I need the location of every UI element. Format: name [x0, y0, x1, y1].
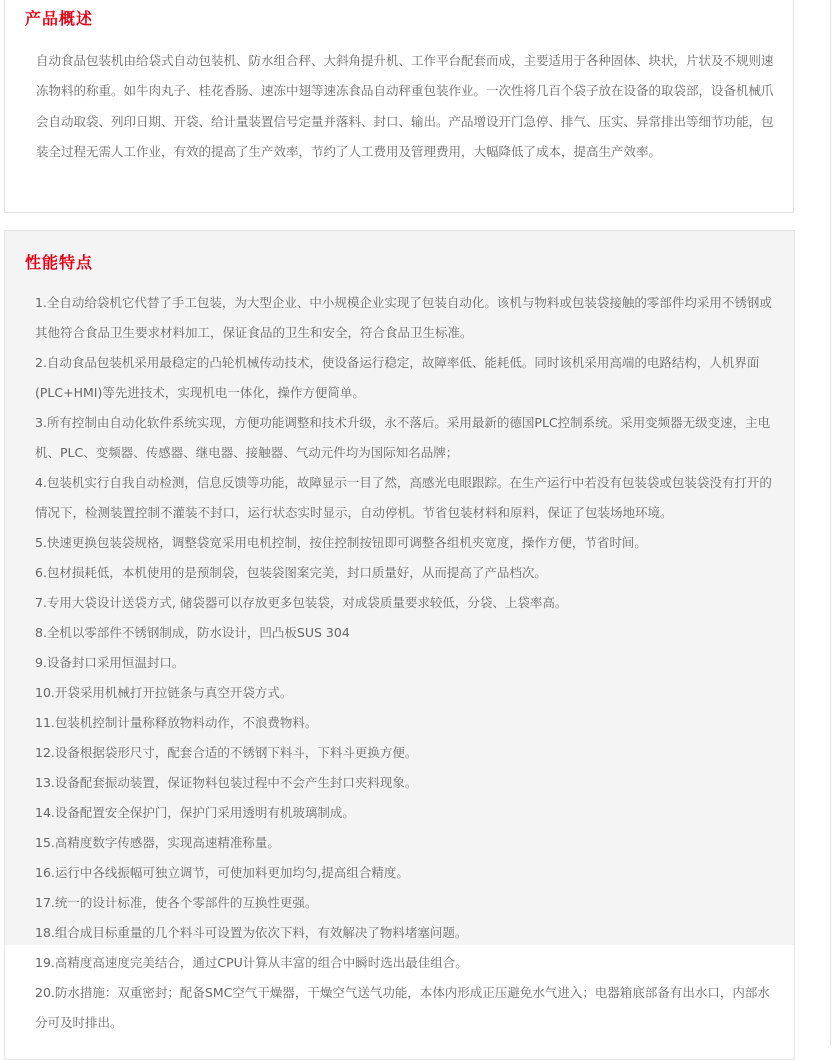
feature-item-12: 12.设备根据袋形尺寸，配套合适的不锈钢下料斗，下料斗更换方便。: [35, 745, 418, 760]
feature-item-9: 9.设备封口采用恒温封口。: [35, 655, 185, 670]
feature-item-8: 8.全机以零部件不锈钢制成，防水设计，凹凸板SUS 304: [35, 625, 350, 640]
feature-item-17: 17.统一的设计标准，使各个零部件的互换性更强。: [35, 895, 318, 910]
feature-item-5: 5.快速更换包装袋规格，调整袋宽采用电机控制，按住控制按钮即可调整各组机夹宽度，操作方便，节省时间。: [35, 535, 647, 550]
feature-item-7: 7.专用大袋设计送袋方式, 储袋器可以存放更多包装袋，对成袋质量要求较低，分袋、上袋率高。: [35, 595, 568, 610]
feature-item-13: 13.设备配套振动装置，保证物料包装过程中不会产生封口夹料现象。: [35, 775, 418, 790]
feature-item-3: 3.所有控制由自动化软件系统实现，方便功能调整和技术升级，永不落后。采用最新的德国PLC控制系统。采用变频器无级变速，主电机、PLC、变频器、传感器、继电器、接触器、气动元件均为国际知名品牌；: [35, 415, 771, 460]
right-divider-line: [830, 0, 831, 1046]
feature-item-20: 20.防水措施：双重密封；配备SMC空气干燥器，干燥空气送气功能，本体内形成正压避免水气进入；电器箱底部备有出水口，内部水分可及时排出。: [35, 985, 770, 1030]
feature-item-4: 4.包装机实行自我自动检测，信息反馈等功能，故障显示一目了然，高感光电眼跟踪。在生产运行中若没有包装袋或包装袋没有打开的情况下，检测装置控制不灌装不封口，运行状态实时显示，自动停机。节省包装材料和原料，保证了包装场地环境。: [35, 475, 772, 520]
feature-item-15: 15.高精度数字传感器，实现高速精准称量。: [35, 835, 280, 850]
feature-item-11: 11.包装机控制计量称释放物料动作，不浪费物料。: [35, 715, 318, 730]
feature-item-2: 2.自动食品包装机采用最稳定的凸轮机械传动技术，使设备运行稳定，故障率低、能耗低。同时该机采用高端的电路结构，人机界面(PLC+HMI)等先进技术，实现机电一体化，操作方便简单。: [35, 355, 760, 400]
product-overview-heading: 产品概述: [25, 9, 94, 28]
features-section: [4, 230, 795, 1060]
product-overview-text: 自动食品包装机由给袋式自动包装机、防水组合秤、大斜角提升机、工作平台配套而成，主要适用于各种固体、块状，片状及不规则速冻物料的称重。如牛肉丸子、桂花香肠、速冻中翅等速冻食品自动秤重包装作业。一次性将几百个袋子放在设备的取袋部，设备机械爪会自动取袋、列印日期、开袋、给计量装置信号定量并落料、封口、输出。产品增设开门急停、排气、压实、异常排出等细节功能，包装全过程无需人工作业，有效的提高了生产效率，节约了人工费用及管理费用，大幅降低了成本，提高生产效率。: [36, 53, 774, 160]
feature-item-10: 10.开袋采用机械打开拉链条与真空开袋方式。: [35, 685, 293, 700]
feature-item-19: 19.高精度高速度完美结合，通过CPU计算从丰富的组合中瞬时选出最佳组合。: [35, 955, 468, 970]
feature-item-6: 6.包材损耗低，本机使用的是预制袋，包装袋图案完美，封口质量好，从而提高了产品档次。: [35, 565, 547, 580]
feature-list: [35, 288, 778, 1038]
feature-item-16: 16.运行中各线振幅可独立调节，可使加料更加均匀,提高组合精度。: [35, 865, 409, 880]
feature-item-14: 14.设备配置安全保护门，保护门采用透明有机玻璃制成。: [35, 805, 355, 820]
features-heading: 性能特点: [25, 253, 94, 272]
feature-item-18: 18.组合成目标重量的几个料斗可设置为依次下料，有效解决了物料堵塞问题。: [35, 925, 468, 940]
feature-item-1: 1.全自动给袋机它代替了手工包装，为大型企业、中小规模企业实现了包装自动化。该机与物料或包装袋接触的零部件均采用不锈钢或其他符合食品卫生要求材料加工，保证食品的卫生和安全，符合食品卫生标准。: [35, 295, 772, 340]
product-overview-section: [4, 0, 794, 213]
